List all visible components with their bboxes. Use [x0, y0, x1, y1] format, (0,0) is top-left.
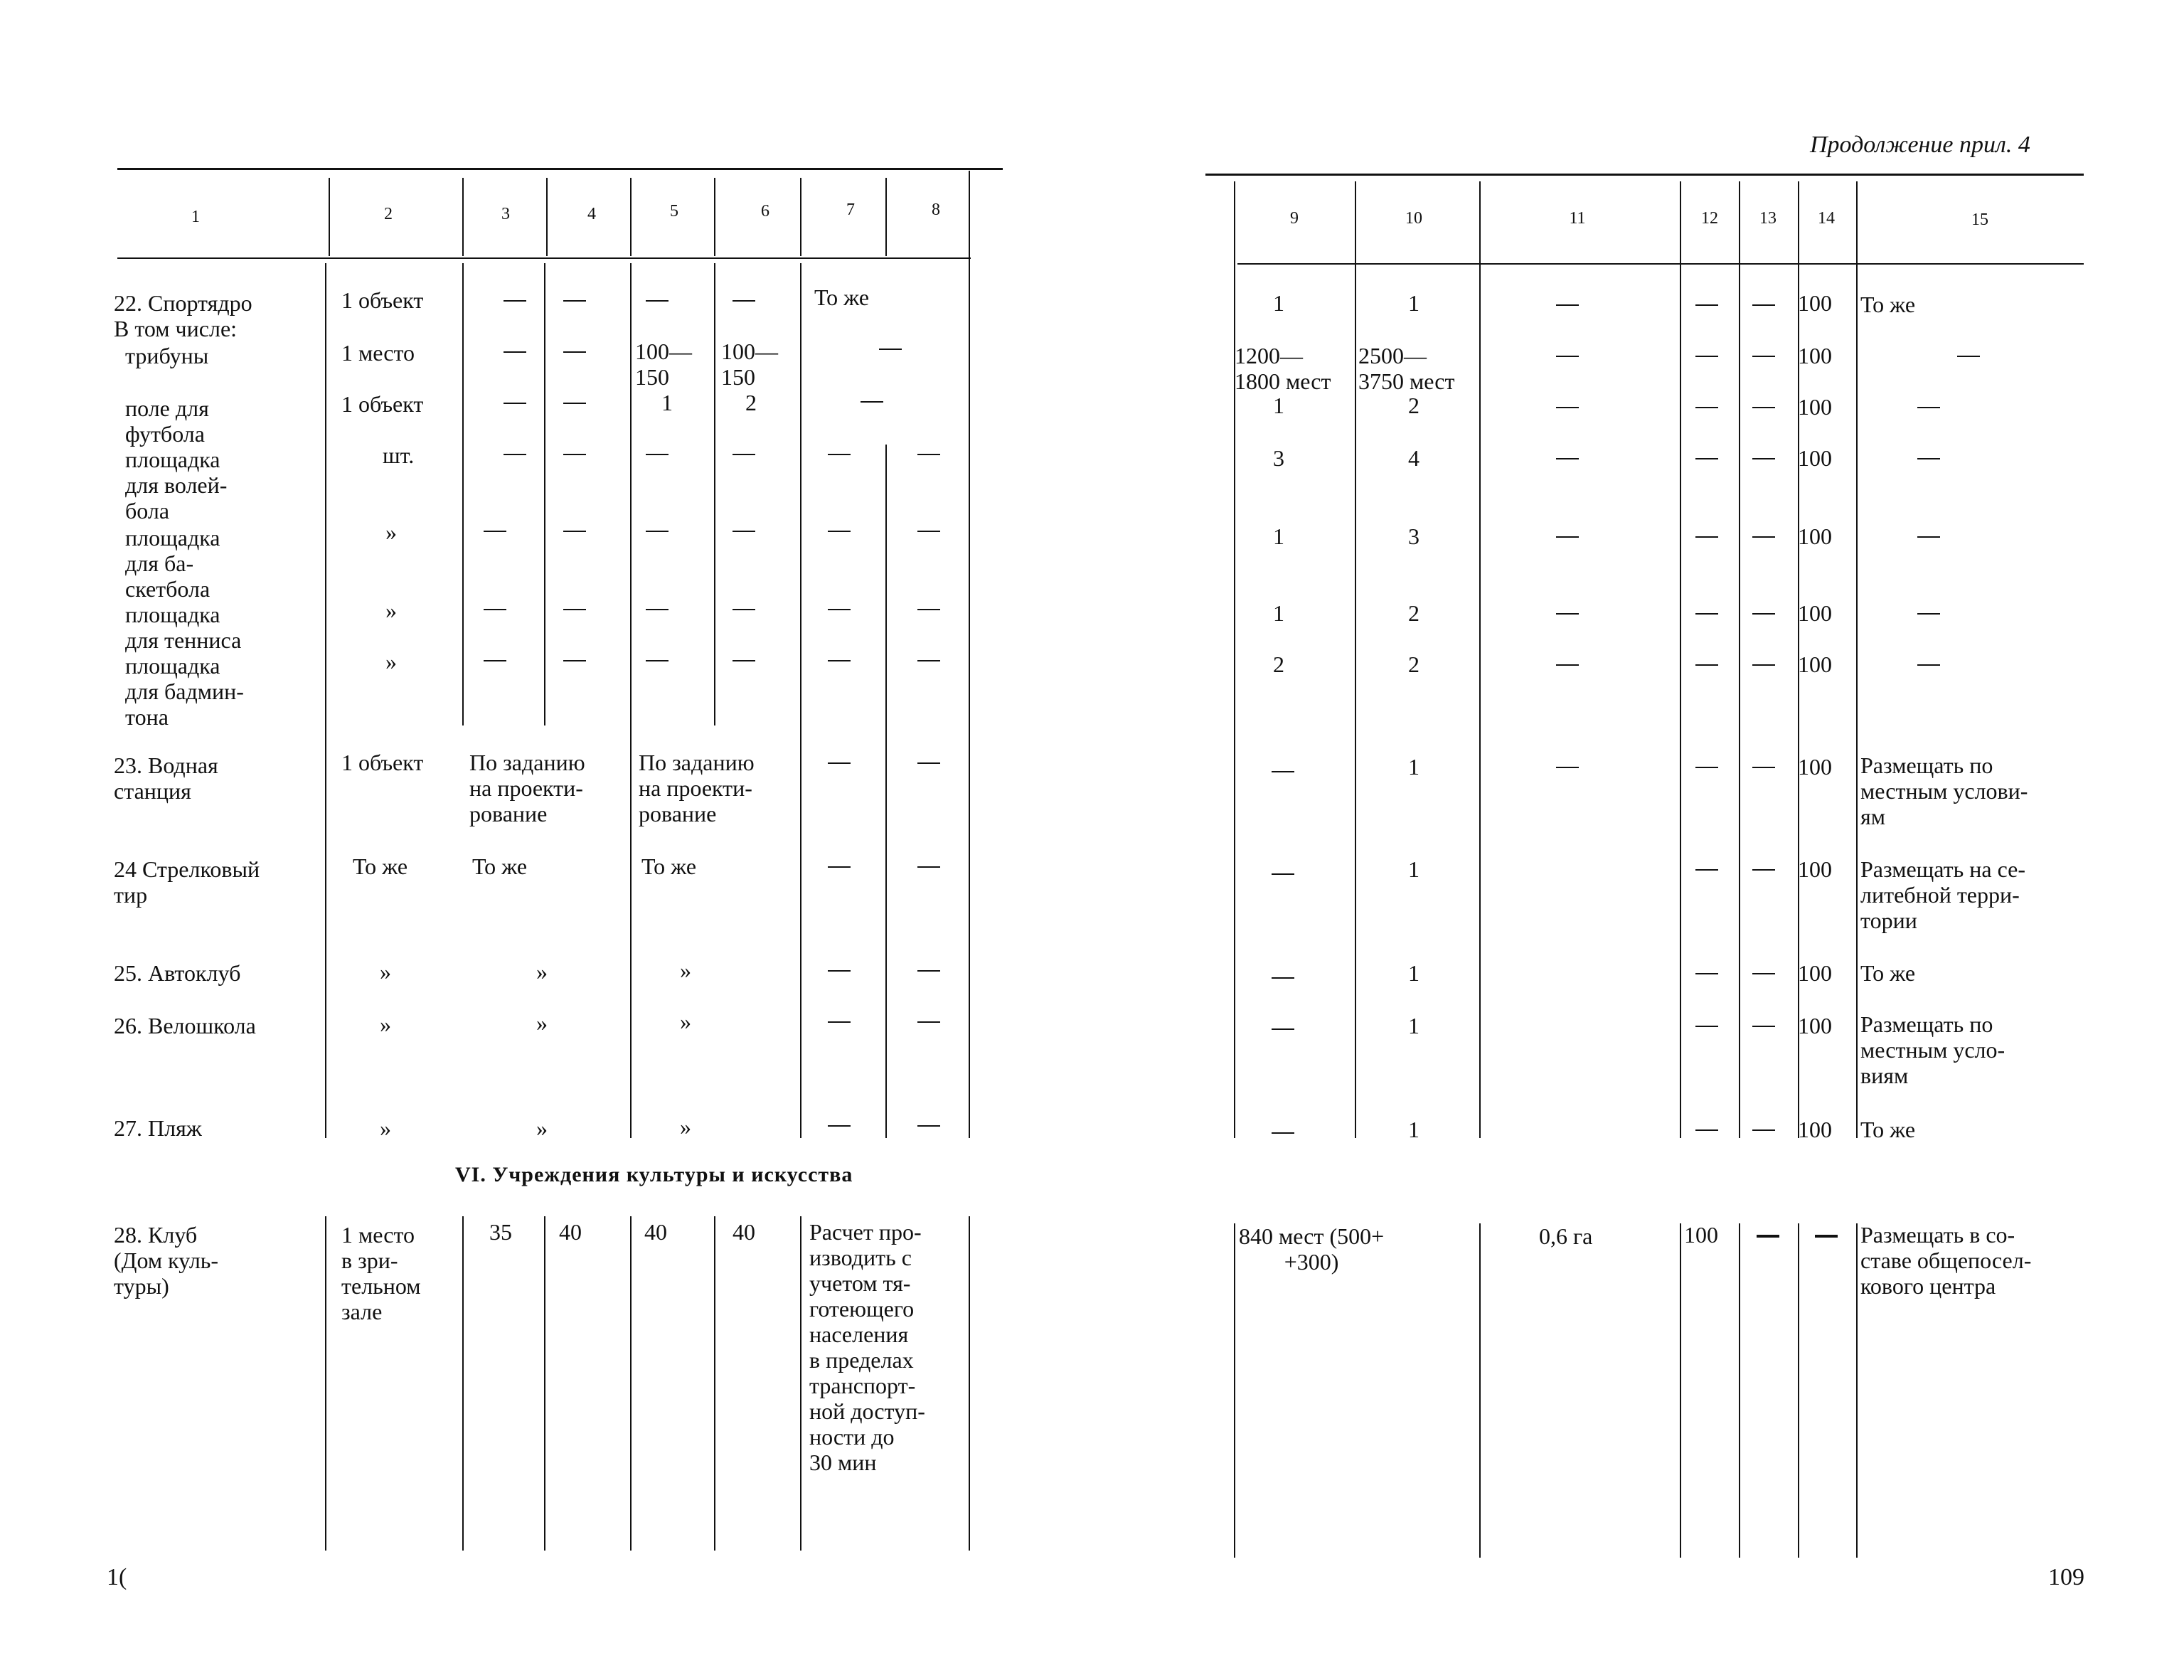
right-header-15: 15	[1971, 211, 1988, 229]
left-header-rule	[117, 257, 971, 259]
dash	[828, 609, 851, 610]
dash	[1695, 304, 1718, 306]
dash	[879, 349, 902, 350]
left-col-divider	[969, 1216, 970, 1551]
basketball-court-col9: 1	[1273, 523, 1284, 549]
basketball-court-name: площадка для ба- скетбола	[125, 525, 220, 602]
dash	[563, 300, 586, 302]
dash	[1957, 356, 1980, 357]
left-col-divider	[885, 445, 887, 1138]
football-field-col14: 100	[1798, 394, 1832, 420]
dash	[1556, 304, 1579, 306]
dash	[1695, 536, 1718, 538]
dash	[1695, 458, 1718, 459]
left-col-divider	[885, 178, 887, 256]
dash	[1695, 407, 1718, 408]
left-col-divider	[714, 1216, 715, 1551]
in-total-label: В том числе:	[114, 316, 238, 341]
left-header-2: 2	[384, 205, 393, 223]
left-col-divider	[462, 263, 464, 725]
row-28-col5: 40	[644, 1219, 667, 1245]
left-header-7: 7	[846, 201, 855, 219]
left-col-divider	[329, 178, 330, 256]
row-25-name: 25. Автоклуб	[114, 960, 241, 986]
left-col-divider	[462, 178, 464, 256]
dash	[828, 454, 851, 455]
left-col-divider	[325, 263, 326, 1138]
row-24-col34: То же	[472, 854, 528, 879]
dash	[1752, 356, 1775, 357]
dash	[1695, 973, 1718, 974]
dash	[1752, 869, 1775, 871]
dash	[917, 762, 940, 764]
left-col-divider	[800, 178, 801, 256]
dash	[1556, 536, 1579, 538]
stands-col14: 100	[1798, 343, 1832, 368]
right-header-11: 11	[1569, 209, 1586, 228]
section-title: VI. Учреждения культуры и искусства	[455, 1163, 853, 1186]
dash	[504, 454, 526, 455]
dash	[917, 531, 940, 532]
row-26-col14: 100	[1798, 1013, 1832, 1038]
volleyball-court-unit: шт.	[383, 442, 415, 468]
dash	[1917, 458, 1940, 459]
row-26-col56: »	[680, 1009, 691, 1034]
row-23-col15: Размещать по местным услови- ям	[1860, 753, 2028, 829]
dash	[1272, 771, 1294, 772]
row-23-col34: По заданию на проекти- рование	[469, 750, 585, 826]
basketball-court-unit: »	[385, 519, 397, 545]
row-24-col14: 100	[1798, 856, 1832, 882]
dash	[1272, 1028, 1294, 1030]
left-col-divider	[630, 178, 632, 256]
volleyball-court-col10: 4	[1408, 445, 1419, 471]
left-col-divider	[630, 1216, 632, 1551]
basketball-court-col14: 100	[1798, 523, 1832, 549]
right-col-divider	[1856, 1223, 1858, 1558]
dash	[484, 609, 506, 610]
stands-name: трибуны	[125, 343, 209, 368]
row-28-name: 28. Клуб (Дом куль- туры)	[114, 1222, 219, 1299]
row-28-col15: Размещать в со- ставе общепосел- кового центра	[1860, 1222, 2032, 1299]
row-24-name: 24 Стрелковый тир	[114, 856, 260, 908]
badminton-court-unit: »	[385, 649, 397, 674]
right-col-divider	[1479, 181, 1481, 1138]
dash	[828, 531, 851, 532]
badminton-court-col10: 2	[1408, 652, 1419, 677]
dash	[646, 300, 668, 302]
football-field-col10: 2	[1408, 393, 1419, 418]
left-page-number: 1(	[107, 1564, 127, 1590]
dash	[504, 300, 526, 302]
dash	[1695, 1129, 1718, 1131]
left-col-divider	[325, 1216, 326, 1551]
row-24-col56: То же	[641, 854, 697, 879]
dash	[917, 866, 940, 868]
row-27-col14: 100	[1798, 1117, 1832, 1142]
row-22-unit: 1 объект	[341, 287, 424, 313]
dash	[1917, 536, 1940, 538]
dash	[1917, 664, 1940, 666]
dash	[1752, 1026, 1775, 1027]
dash	[917, 970, 940, 972]
right-col-divider	[1234, 181, 1235, 1138]
football-field-col5: 1	[661, 390, 673, 415]
tennis-court-col14: 100	[1798, 600, 1832, 626]
volleyball-court-col9: 3	[1273, 445, 1284, 471]
dash	[828, 1021, 851, 1023]
row-24-unit: То же	[353, 854, 408, 879]
right-table-top-rule	[1205, 174, 2084, 176]
row-28-col6: 40	[733, 1219, 755, 1245]
row-22-col15: То же	[1860, 292, 1916, 317]
row-28-col9-10: 840 мест (500+ +300)	[1239, 1223, 1385, 1275]
dash	[917, 1125, 940, 1127]
tennis-court-name: площадка для тенниса	[125, 602, 242, 653]
left-header-1: 1	[191, 208, 200, 226]
left-header-8: 8	[932, 201, 940, 219]
right-col-divider	[1234, 1223, 1235, 1558]
stands-col5: 100— 150	[635, 339, 692, 390]
right-col-divider	[1479, 1223, 1481, 1558]
row-23-col14: 100	[1798, 754, 1832, 780]
dash	[646, 609, 668, 610]
row-25-col14: 100	[1798, 960, 1832, 986]
dash	[646, 454, 668, 455]
dash	[1752, 973, 1775, 974]
dash	[563, 403, 586, 404]
dash	[563, 454, 586, 455]
football-field-col6: 2	[745, 390, 757, 415]
left-col-divider	[800, 1216, 801, 1551]
dash	[1752, 304, 1775, 306]
row-27-col56: »	[680, 1114, 691, 1139]
dash	[1752, 767, 1775, 768]
right-col-divider	[1856, 181, 1858, 1138]
row-28-col4: 40	[559, 1219, 582, 1245]
right-header-rule	[1237, 263, 2084, 265]
row-24-col10: 1	[1408, 856, 1419, 882]
stands-col9: 1200— 1800 мест	[1235, 343, 1331, 394]
right-header-10: 10	[1405, 209, 1422, 228]
continuation-label: Продолжение прил. 4	[1810, 132, 2030, 158]
dash	[1752, 407, 1775, 408]
stands-unit: 1 место	[341, 340, 415, 366]
row-26-col15: Размещать по местным усло- виям	[1860, 1011, 2005, 1088]
dash	[1917, 407, 1940, 408]
dash	[861, 401, 883, 403]
dash	[484, 531, 506, 532]
row-27-col15: То же	[1860, 1117, 1916, 1142]
dash	[1752, 613, 1775, 615]
row-22-col10: 1	[1408, 290, 1419, 316]
dash	[563, 351, 586, 353]
left-col-divider	[544, 263, 545, 725]
dash	[1272, 1132, 1294, 1134]
dash	[563, 609, 586, 610]
row-23-col56: По заданию на проекти- рование	[639, 750, 755, 826]
left-col-divider	[462, 1216, 464, 1551]
row-26-name: 26. Велошкола	[114, 1013, 256, 1038]
row-26-col10: 1	[1408, 1013, 1419, 1038]
row-25-col15: То же	[1860, 960, 1916, 986]
row-25-col34: »	[536, 959, 548, 984]
row-27-unit: »	[380, 1115, 391, 1141]
row-24-col15: Размещать на се- литебной терри- тории	[1860, 856, 2026, 933]
dash	[828, 970, 851, 972]
dash	[733, 609, 755, 610]
dash	[917, 454, 940, 455]
dash	[1272, 977, 1294, 979]
left-table-top-rule	[117, 168, 1003, 170]
dash	[1556, 407, 1579, 408]
dash	[1752, 1129, 1775, 1131]
row-28-col7: Расчет про- изводить с учетом тя- готеющего населения в пределах транспорт- ной доступ- ности до 30 мин	[809, 1219, 925, 1475]
dash	[1556, 613, 1579, 615]
dash	[646, 660, 668, 661]
dash	[1556, 664, 1579, 666]
row-22-col14: 100	[1798, 290, 1832, 316]
left-col-divider	[714, 178, 715, 256]
badminton-court-col9: 2	[1273, 652, 1284, 677]
dash	[563, 531, 586, 532]
dash	[1695, 664, 1718, 666]
left-col-divider	[630, 263, 632, 1138]
row-28-col11: 0,6 га	[1539, 1223, 1593, 1249]
right-header-13: 13	[1759, 209, 1777, 228]
dash	[1556, 458, 1579, 459]
left-header-6: 6	[761, 202, 769, 220]
volleyball-court-name: площадка для волей- бола	[125, 447, 228, 523]
dash	[828, 866, 851, 868]
dash	[1695, 767, 1718, 768]
left-col-divider	[544, 1216, 545, 1551]
row-28-col12: 100	[1684, 1222, 1718, 1248]
left-header-5: 5	[670, 202, 678, 220]
row-25-col56: »	[680, 957, 691, 983]
dash	[1695, 869, 1718, 871]
dash	[917, 660, 940, 661]
dash	[1272, 873, 1294, 875]
row-27-name: 27. Пляж	[114, 1115, 202, 1141]
dash	[733, 300, 755, 302]
row-25-unit: »	[380, 959, 391, 984]
tennis-court-unit: »	[385, 597, 397, 623]
right-header-14: 14	[1818, 209, 1835, 228]
right-col-divider	[1355, 181, 1356, 1138]
dash	[828, 660, 851, 661]
stands-col10: 2500— 3750 мест	[1358, 343, 1455, 394]
football-field-unit: 1 объект	[341, 391, 424, 417]
dash	[828, 762, 851, 764]
dash	[563, 660, 586, 661]
football-field-col9: 1	[1273, 393, 1284, 418]
row-22-name: 22. Спортядро	[114, 290, 252, 316]
left-col-divider	[714, 263, 715, 725]
dash	[504, 351, 526, 353]
right-header-9: 9	[1290, 209, 1299, 228]
dash	[733, 531, 755, 532]
football-field-name: поле для футбола	[125, 395, 209, 447]
right-col-divider	[1739, 181, 1740, 1138]
dash	[1752, 458, 1775, 459]
tennis-court-col9: 1	[1273, 600, 1284, 626]
dash	[484, 660, 506, 661]
row-26-unit: »	[380, 1011, 391, 1037]
row-23-name: 23. Водная станция	[114, 753, 218, 804]
row-23-unit: 1 объект	[341, 750, 424, 775]
row-23-col10: 1	[1408, 754, 1419, 780]
dash	[504, 403, 526, 404]
dash	[1695, 1026, 1718, 1027]
badminton-court-name: площадка для бадмин- тона	[125, 653, 244, 730]
row-26-col34: »	[536, 1010, 548, 1036]
dash	[646, 531, 668, 532]
dash	[917, 1021, 940, 1023]
dash	[1556, 356, 1579, 357]
left-col-divider	[800, 263, 801, 1138]
dash	[1815, 1235, 1838, 1238]
right-col-divider	[1680, 1223, 1681, 1558]
dash	[1695, 613, 1718, 615]
dash	[1752, 664, 1775, 666]
left-col-divider	[546, 178, 548, 256]
row-27-col34: »	[536, 1115, 548, 1141]
right-col-divider	[1798, 1223, 1799, 1558]
row-28-unit: 1 место в зри- тельном зале	[341, 1222, 421, 1324]
right-page-number: 109	[2048, 1564, 2084, 1590]
row-22-col9: 1	[1273, 290, 1284, 316]
left-col-divider	[969, 171, 970, 1138]
dash	[733, 660, 755, 661]
volleyball-court-col14: 100	[1798, 445, 1832, 471]
dash	[1757, 1235, 1779, 1238]
dash	[828, 1125, 851, 1127]
tennis-court-col10: 2	[1408, 600, 1419, 626]
stands-col6: 100— 150	[721, 339, 778, 390]
dash	[733, 454, 755, 455]
dash	[1556, 767, 1579, 768]
right-header-12: 12	[1701, 209, 1718, 228]
row-25-col10: 1	[1408, 960, 1419, 986]
row-28-col3: 35	[489, 1219, 512, 1245]
dash	[917, 609, 940, 610]
row-22-col7: То же	[814, 285, 870, 310]
dash	[1695, 356, 1718, 357]
basketball-court-col10: 3	[1408, 523, 1419, 549]
dash	[1917, 613, 1940, 615]
left-header-4: 4	[587, 205, 596, 223]
right-col-divider	[1680, 181, 1681, 1138]
badminton-court-col14: 100	[1798, 652, 1832, 677]
dash	[1752, 536, 1775, 538]
row-27-col10: 1	[1408, 1117, 1419, 1142]
left-header-3: 3	[501, 205, 510, 223]
right-col-divider	[1739, 1223, 1740, 1558]
